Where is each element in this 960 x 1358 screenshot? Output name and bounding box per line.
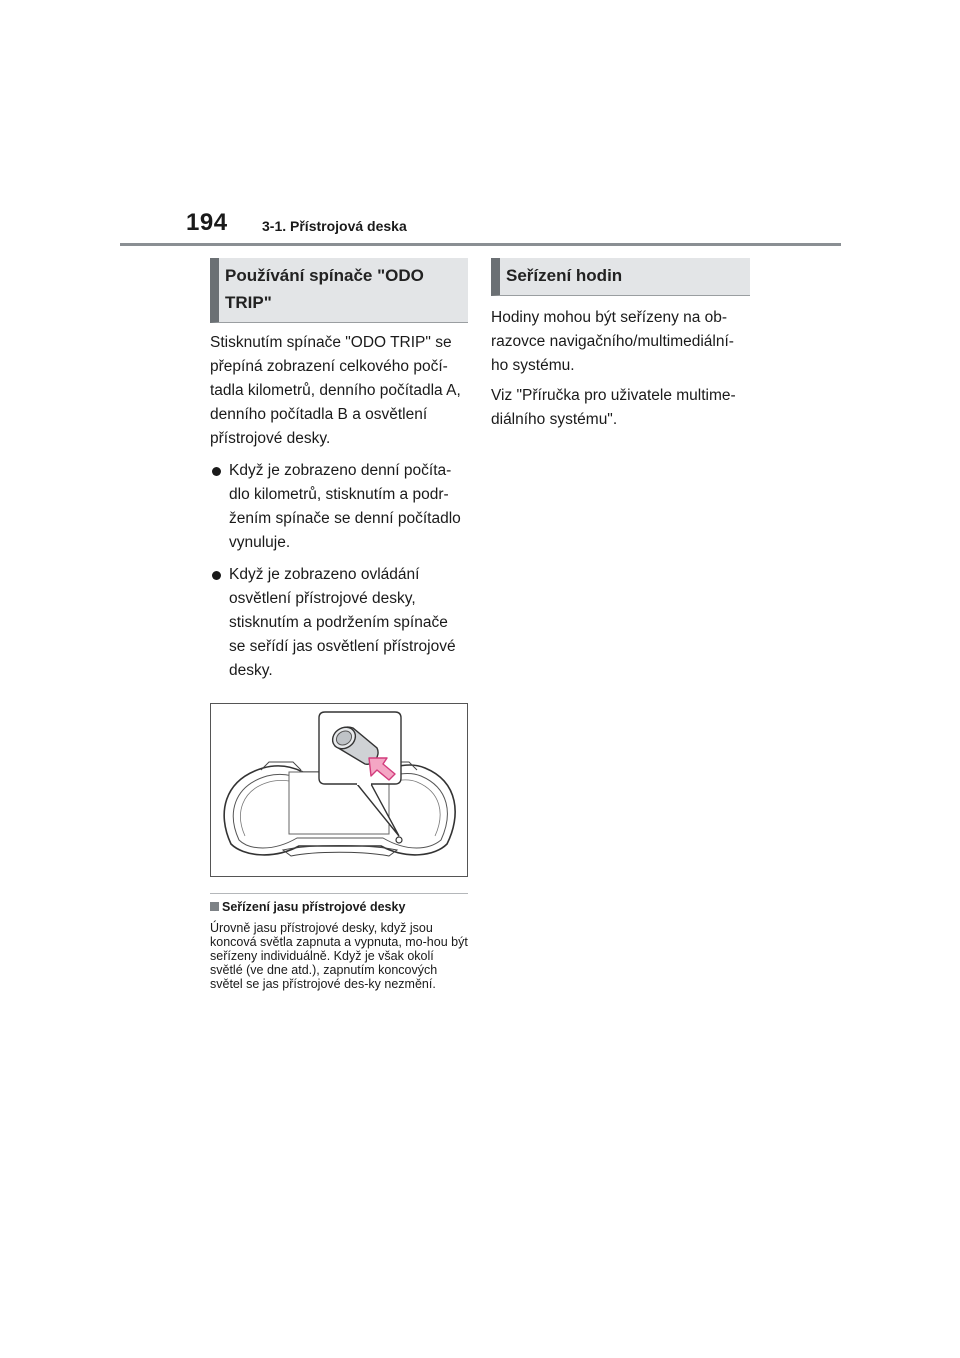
switch-location-dot bbox=[396, 837, 402, 843]
bullet-dot-icon bbox=[212, 571, 221, 580]
left-column bbox=[210, 258, 468, 991]
clock-paragraph: Hodiny mohou být seřízeny na ob-razovce navigačního/multimediální-ho systému. bbox=[491, 309, 734, 374]
brightness-subheading-text: Seřízení jasu přístrojové desky bbox=[222, 900, 406, 914]
clock-heading: Seřízení hodin bbox=[491, 258, 750, 296]
square-bullet-icon bbox=[210, 902, 219, 911]
cluster-inner-outline-3 bbox=[381, 780, 440, 836]
subheading-wrap bbox=[210, 893, 468, 991]
clock-reference: Viz "Příručka pro uživatele multime-diálního systému". bbox=[491, 387, 736, 428]
odo-trip-intro: Stisknutím spínače "ODO TRIP" se přepíná zobrazení celkového počí-tadla kilometrů, denního počítadla A, denního počítadla B a osvětlení přístrojové desky. bbox=[210, 334, 461, 447]
instrument-cluster-drawing bbox=[211, 704, 467, 876]
bullet-item bbox=[210, 459, 468, 555]
bullet-text: Když je zobrazeno ovládání osvětlení přístrojové desky, stisknutím a podržením spínače se seřídí jas osvětlení přístrojové desky. bbox=[229, 566, 456, 679]
section-title: 3-1. Přístrojová deska bbox=[262, 218, 407, 234]
instrument-cluster-illustration bbox=[210, 703, 468, 877]
odo-trip-heading: Používání spínače "ODO TRIP" bbox=[210, 258, 468, 323]
page-number: 194 bbox=[186, 209, 228, 236]
brightness-subheading bbox=[210, 899, 468, 915]
header-rule bbox=[120, 243, 841, 246]
bullet-item bbox=[210, 563, 468, 683]
brightness-note: Úrovně jasu přístrojové desky, když jsou koncová světla zapnuta a vypnuta, mo-hou být seřízeny individuálně. Když je však okolí světlé (ve dne atd.), zapnutím koncových světel se jas přístrojové des-ky nezmění. bbox=[210, 921, 468, 991]
bullet-text: Když je zobrazeno denní počíta-dlo kilometrů, stisknutím a podr-žením spínače se denní počítadlo vynuluje. bbox=[229, 462, 461, 551]
right-column bbox=[491, 258, 750, 432]
cluster-bottom-lip bbox=[283, 846, 397, 857]
bullet-dot-icon bbox=[212, 467, 221, 476]
